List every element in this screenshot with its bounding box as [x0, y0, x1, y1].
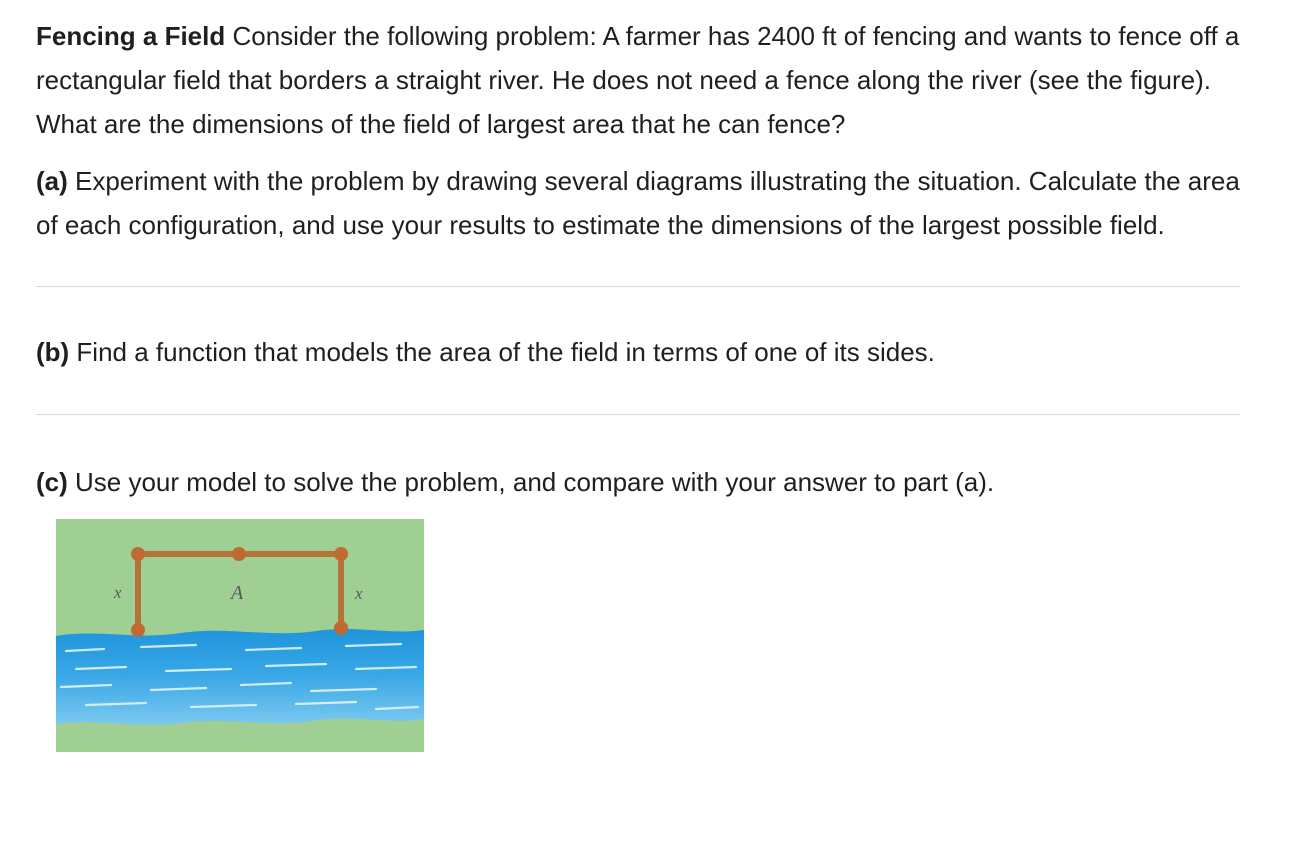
- part-c: [36, 460, 1240, 504]
- area-label: A: [231, 582, 244, 604]
- part-a-label: (a): [36, 166, 68, 196]
- part-b-text: Find a function that models the area of the field in terms of one of its sides.: [69, 337, 935, 367]
- divider: [36, 286, 1240, 287]
- problem-intro: Consider the following problem: A farmer has 2400 ft of fencing and wants to fence off a rectangular field that borders a straight river. He does not need a fence along the river (see the figure). What are the dimensions of the field of largest area that he can fence?: [36, 21, 1240, 139]
- right-side-label: x: [355, 584, 363, 603]
- problem-title: Fencing a Field: [36, 21, 226, 51]
- part-c-text: Use your model to solve the problem, and compare with your answer to part (a).: [67, 467, 995, 497]
- field-figure: [56, 519, 424, 752]
- problem-statement: [36, 14, 1240, 146]
- divider: [36, 414, 1240, 415]
- part-c-label: (c): [36, 467, 68, 497]
- part-a: [36, 159, 1240, 247]
- field-diagram: [56, 519, 424, 752]
- part-b: [36, 330, 1240, 374]
- part-b-label: (b): [36, 337, 70, 367]
- river: [56, 629, 424, 725]
- part-a-text: Experiment with the problem by drawing several diagrams illustrating the situation. Calculate the area of each configuration, and use your results to estimate the dimensions of the largest possible field.: [36, 166, 1240, 240]
- left-side-label: x: [114, 583, 122, 602]
